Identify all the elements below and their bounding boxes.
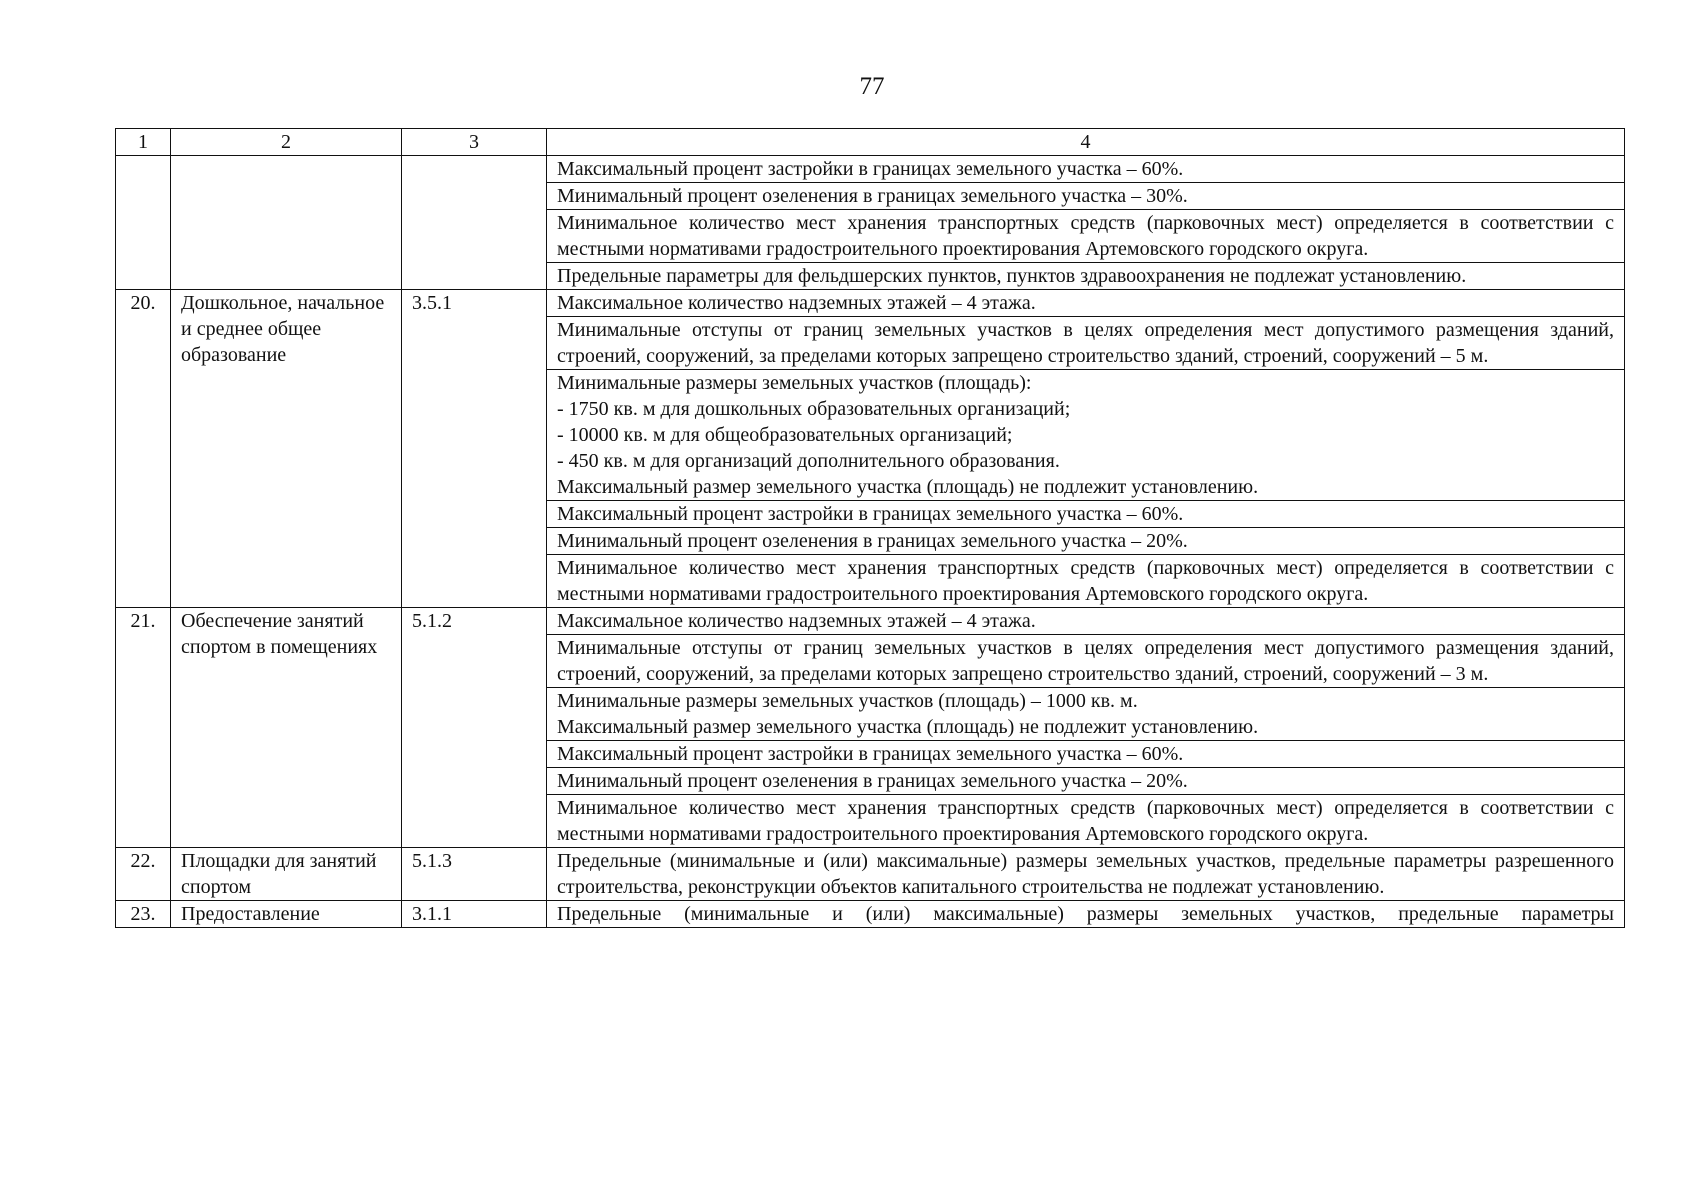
param-line: Максимальный размер земельного участка (площадь) не подлежит установлению. bbox=[557, 476, 1259, 498]
item-code: 3.5.1 bbox=[402, 290, 547, 608]
param-cell: Минимальное количество мест хранения транспортных средств (парковочных мест) определяется в соответствии с местными нормативами градостроительного проектирования Артемовского городского округа. bbox=[547, 795, 1625, 848]
page-number: 77 bbox=[859, 73, 885, 100]
param-cell: Максимальный процент застройки в границах земельного участка – 60%. bbox=[547, 156, 1625, 183]
param-line: Максимальный размер земельного участка (площадь) не подлежит установлению. bbox=[557, 716, 1259, 738]
table-row bbox=[116, 290, 1625, 317]
header-row bbox=[116, 129, 1625, 156]
column-header-3: 3 bbox=[402, 129, 547, 156]
item-number: 21. bbox=[116, 608, 171, 848]
table-row bbox=[116, 848, 1625, 901]
item-number: 22. bbox=[116, 848, 171, 901]
param-cell: Минимальный процент озеленения в границах земельного участка – 20%. bbox=[547, 768, 1625, 795]
item-number: 23. bbox=[116, 901, 171, 928]
column-header-4: 4 bbox=[547, 129, 1625, 156]
table-row bbox=[116, 608, 1625, 635]
param-cell: Предельные (минимальные и (или) максимальные) размеры земельных участков, предельные параметры bbox=[547, 901, 1625, 928]
column-header-1: 1 bbox=[116, 129, 171, 156]
param-cell: Максимальное количество надземных этажей – 4 этажа. bbox=[547, 290, 1625, 317]
regulations-table bbox=[115, 128, 1625, 928]
param-cell: Минимальное количество мест хранения транспортных средств (парковочных мест) определяется в соответствии с местными нормативами градостроительного проектирования Артемовского городского округа. bbox=[547, 210, 1625, 263]
item-name: Предоставление bbox=[171, 901, 402, 928]
table-body bbox=[116, 156, 1625, 928]
param-line: - 450 кв. м для организаций дополнительного образования. bbox=[557, 450, 1060, 472]
table-row bbox=[116, 156, 1625, 183]
param-line: - 1750 кв. м для дошкольных образовательных организаций; bbox=[557, 398, 1071, 420]
param-cell: Минимальные отступы от границ земельных участков в целях определения мест допустимого размещения зданий, строений, сооружений, за пределами которых запрещено строительство зданий, строений, сооружений – 3 м. bbox=[547, 635, 1625, 688]
param-line: Минимальные размеры земельных участков (площадь): bbox=[557, 372, 1032, 394]
param-cell: Максимальное количество надземных этажей – 4 этажа. bbox=[547, 608, 1625, 635]
item-code: 5.1.3 bbox=[402, 848, 547, 901]
param-cell: Минимальные отступы от границ земельных участков в целях определения мест допустимого размещения зданий, строений, сооружений, за пределами которых запрещено строительство зданий, строений, сооружений – 5 м. bbox=[547, 317, 1625, 370]
param-cell: Максимальный процент застройки в границах земельного участка – 60%. bbox=[547, 741, 1625, 768]
param-line: - 10000 кв. м для общеобразовательных организаций; bbox=[557, 424, 1013, 446]
item-name: Площадки для занятий спортом bbox=[171, 848, 402, 901]
param-cell: Предельные параметры для фельдшерских пунктов, пунктов здравоохранения не подлежат установлению. bbox=[547, 263, 1625, 290]
continuation-name-cell bbox=[171, 156, 402, 290]
param-cell: Минимальное количество мест хранения транспортных средств (парковочных мест) определяется в соответствии с местными нормативами градостроительного проектирования Артемовского городского округа. bbox=[547, 555, 1625, 608]
table-row bbox=[116, 901, 1625, 928]
item-name: Обеспечение занятий спортом в помещениях bbox=[171, 608, 402, 848]
continuation-number-cell bbox=[116, 156, 171, 290]
param-cell: Максимальный процент застройки в границах земельного участка – 60%. bbox=[547, 501, 1625, 528]
item-name: Дошкольное, начальное и среднее общее образование bbox=[171, 290, 402, 608]
param-cell: Минимальный процент озеленения в границах земельного участка – 30%. bbox=[547, 183, 1625, 210]
param-cell bbox=[547, 370, 1625, 501]
item-code: 3.1.1 bbox=[402, 901, 547, 928]
item-code: 5.1.2 bbox=[402, 608, 547, 848]
continuation-code-cell bbox=[402, 156, 547, 290]
param-line: Минимальные размеры земельных участков (площадь) – 1000 кв. м. bbox=[557, 690, 1138, 712]
column-header-2: 2 bbox=[171, 129, 402, 156]
item-number: 20. bbox=[116, 290, 171, 608]
param-cell bbox=[547, 688, 1625, 741]
param-cell: Минимальный процент озеленения в границах земельного участка – 20%. bbox=[547, 528, 1625, 555]
param-cell: Предельные (минимальные и (или) максимальные) размеры земельных участков, предельные параметры разрешенного строительства, реконструкции объектов капитального строительства не подлежат установлению. bbox=[547, 848, 1625, 901]
